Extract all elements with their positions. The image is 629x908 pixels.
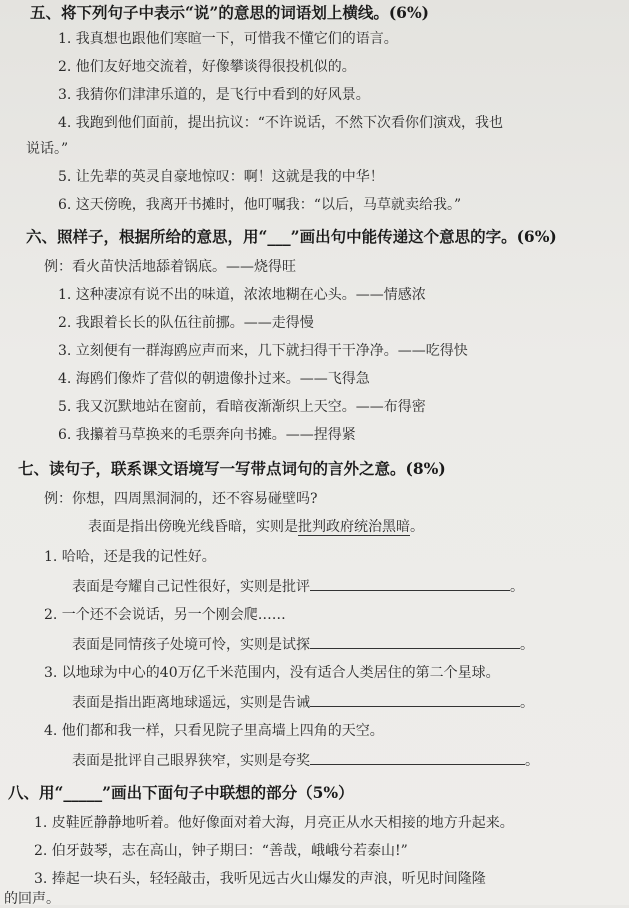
s7-example-answer-underlined: 批判政府统治黑暗	[298, 519, 410, 535]
s5-item-3: 3. 我猜你们津津乐道的，是飞行中看到的好风景。	[58, 87, 370, 103]
s7-q1: 1. 哈哈，还是我的记性好。	[44, 549, 216, 565]
s6-item-3: 3. 立刻便有一群海鸥应声而来，几下就扫得干干净净。——吃得快	[58, 343, 468, 359]
s7-a2: 表面是同情孩子处境可怜，实则是试探 。	[72, 634, 534, 654]
s7-q4: 4. 他们都和我一样，只看见院子里高墙上四角的天空。	[44, 723, 384, 739]
s8-item-3-cont: 的回声。	[4, 891, 60, 907]
section-5-title: 五、将下列句子中表示“说”的意思的词语划上横线。(6%)	[30, 3, 430, 22]
s6-item-2: 2. 我跟着长长的队伍往前挪。——走得慢	[58, 315, 314, 331]
s5-item-4-cont: 说话。”	[26, 141, 69, 157]
s8-item-2: 2. 伯牙鼓琴，志在高山，钟子期曰：“善哉，峨峨兮若泰山!”	[34, 843, 408, 859]
s5-item-1: 1. 我真想也跟他们寒暄一下，可惜我不懂它们的语言。	[58, 31, 398, 47]
s5-item-5: 5. 让先辈的英灵自豪地惊叹：啊！这就是我的中华！	[58, 169, 384, 185]
s7-a1: 表面是夸耀自己记性很好，实则是批评 。	[72, 576, 524, 596]
s7-q2: 2. 一个还不会说话，另一个刚会爬……	[44, 607, 286, 623]
s6-item-5: 5. 我又沉默地站在窗前，看暗夜渐渐织上天空。——布得密	[58, 399, 426, 415]
s7-example-answer: 表面是指出傍晚光线昏暗，实则是批判政府统治黑暗。	[88, 519, 424, 535]
s7-q3: 3. 以地球为中心的40万亿千米范围内，没有适合人类居住的第二个星球。	[44, 665, 500, 681]
s6-item-4: 4. 海鸥们像炸了营似的朝遗像扑过来。——飞得急	[58, 371, 370, 387]
s8-item-1: 1. 皮鞋匠静静地听着。他好像面对着大海，月亮正从水天相接的地方升起来。	[34, 815, 514, 831]
answer-blank-3[interactable]	[310, 692, 520, 707]
s7-example-question: 例：你想，四周黑洞洞的，还不容易碰壁吗?	[44, 491, 318, 507]
s6-item-1: 1. 这种凄凉有说不出的味道，浓浓地糊在心头。——情感浓	[58, 287, 426, 303]
s5-item-2: 2. 他们友好地交流着，好像攀谈得很投机似的。	[58, 59, 356, 75]
section-7-title: 七、读句子，联系课文语境写一写带点词句的言外之意。(8%)	[18, 459, 446, 478]
s5-item-6: 6. 这天傍晚，我离开书摊时，他叮嘱我：“以后，马草就卖给我。”	[58, 197, 462, 213]
s8-item-3: 3. 捧起一块石头，轻轻敲击，我听见远古火山爆发的声浪，听见时间隆隆	[34, 871, 486, 887]
answer-blank-1[interactable]	[310, 576, 510, 591]
s6-item-6: 6. 我攥着马草换来的毛票奔向书摊。——捏得紧	[58, 427, 356, 443]
s5-item-4: 4. 我跑到他们面前，提出抗议：“不许说话，不然下次看你们演戏，我也	[58, 115, 503, 131]
s7-a4: 表面是批评自己眼界狭窄，实则是夸奖 。	[72, 750, 539, 770]
s6-example: 例：看火苗快活地舔着锅底。——烧得旺	[44, 259, 296, 275]
section-8-title: 八、用“_____”画出下面句子中联想的部分（5%）	[8, 783, 354, 802]
s7-a3: 表面是指出距离地球遥远，实则是告诫 。	[72, 692, 534, 712]
section-6-title: 六、照样子，根据所给的意思，用“___”画出句中能传递这个意思的字。(6%)	[26, 227, 557, 246]
answer-blank-2[interactable]	[310, 634, 520, 649]
answer-blank-4[interactable]	[310, 750, 525, 765]
